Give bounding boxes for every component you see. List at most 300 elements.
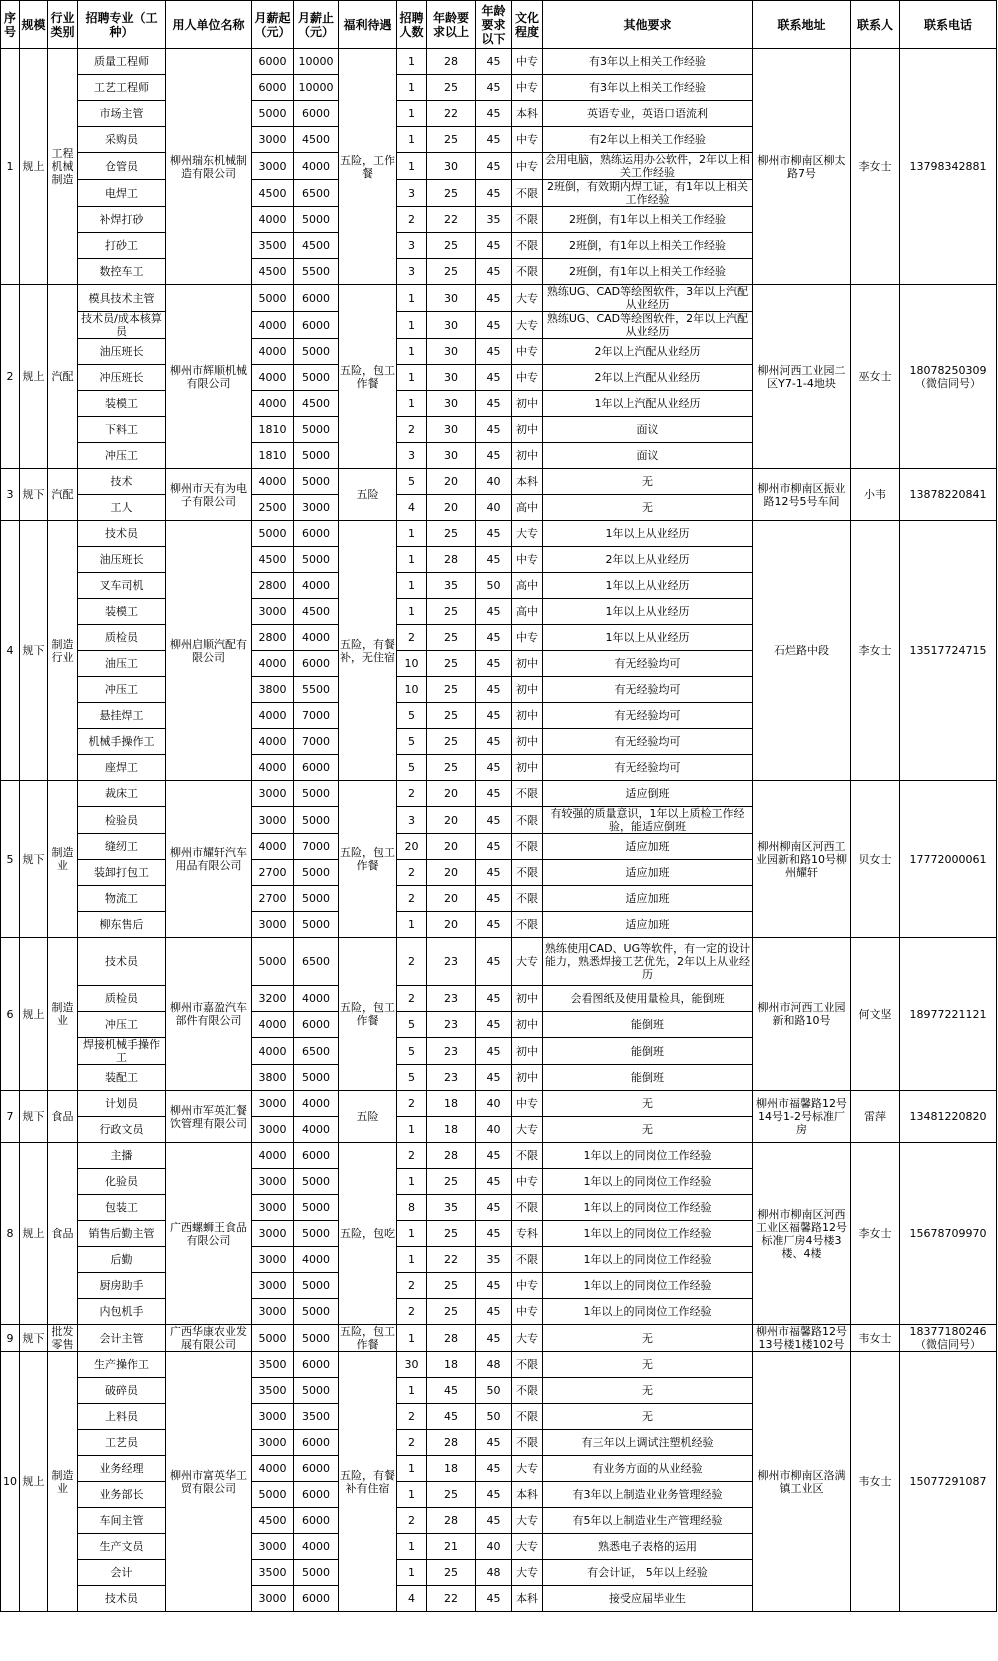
age-max: 45 xyxy=(476,938,512,986)
other-requirements: 能倒班 xyxy=(543,1065,753,1091)
other-requirements: 面议 xyxy=(543,443,753,469)
age-min: 25 xyxy=(427,755,476,781)
salary-max: 5000 xyxy=(294,339,339,365)
salary-min: 3000 xyxy=(252,1091,294,1117)
other-requirements: 2班倒，有1年以上相关工作经验 xyxy=(543,259,753,285)
row-number: 10 xyxy=(1,1352,20,1612)
age-max: 50 xyxy=(476,1404,512,1430)
education-level: 中专 xyxy=(512,75,543,101)
salary-max: 6000 xyxy=(294,285,339,312)
industry-type: 制造业 xyxy=(48,781,78,938)
other-requirements: 1年以上从业经历 xyxy=(543,521,753,547)
salary-max: 5000 xyxy=(294,1560,339,1586)
welfare: 五险，包吃 xyxy=(339,1143,397,1325)
hire-count: 5 xyxy=(397,1038,427,1065)
welfare: 五险，工作餐 xyxy=(339,49,397,285)
education-level: 大专 xyxy=(512,1325,543,1352)
age-min: 22 xyxy=(427,1247,476,1273)
table-row xyxy=(1,1143,997,1169)
age-min: 25 xyxy=(427,703,476,729)
age-min: 23 xyxy=(427,986,476,1012)
age-max: 45 xyxy=(476,127,512,153)
hire-count: 2 xyxy=(397,1430,427,1456)
hire-count: 1 xyxy=(397,285,427,312)
salary-max: 5000 xyxy=(294,781,339,807)
other-requirements: 无 xyxy=(543,1091,753,1117)
other-requirements: 有3年以上制造业业务管理经验 xyxy=(543,1482,753,1508)
age-min: 20 xyxy=(427,495,476,521)
hire-count: 2 xyxy=(397,417,427,443)
salary-min: 4000 xyxy=(252,1456,294,1482)
contact-address: 柳州柳南区河西工业园新和路10号柳州耀轩 xyxy=(753,781,851,938)
age-max: 45 xyxy=(476,1143,512,1169)
age-max: 45 xyxy=(476,1325,512,1352)
job-title: 会计主管 xyxy=(78,1325,166,1352)
salary-max: 5000 xyxy=(294,1169,339,1195)
job-title: 化验员 xyxy=(78,1169,166,1195)
welfare: 五险，有餐补有住宿 xyxy=(339,1352,397,1612)
salary-max: 5000 xyxy=(294,207,339,233)
salary-min: 4500 xyxy=(252,547,294,573)
salary-min: 3000 xyxy=(252,912,294,938)
salary-min: 4000 xyxy=(252,1012,294,1038)
salary-min: 3000 xyxy=(252,599,294,625)
hire-count: 5 xyxy=(397,469,427,495)
welfare: 五险，包工作餐 xyxy=(339,938,397,1091)
job-title: 叉车司机 xyxy=(78,573,166,599)
age-min: 25 xyxy=(427,599,476,625)
salary-min: 2800 xyxy=(252,573,294,599)
other-requirements: 2年以上汽配从业经历 xyxy=(543,365,753,391)
hire-count: 1 xyxy=(397,49,427,75)
header-count: 招聘人数 xyxy=(397,1,427,49)
contact-address: 柳州市福馨路12号13号楼1楼102号 xyxy=(753,1325,851,1352)
age-max: 48 xyxy=(476,1560,512,1586)
salary-min: 4000 xyxy=(252,729,294,755)
age-min: 23 xyxy=(427,1038,476,1065)
hire-count: 1 xyxy=(397,1169,427,1195)
salary-max: 4000 xyxy=(294,1091,339,1117)
job-title: 座焊工 xyxy=(78,755,166,781)
contact-phone: 13798342881 xyxy=(900,49,997,285)
industry-type: 批发零售 xyxy=(48,1325,78,1352)
job-title: 冲压工 xyxy=(78,443,166,469)
hire-count: 30 xyxy=(397,1352,427,1378)
age-max: 40 xyxy=(476,1534,512,1560)
salary-min: 5000 xyxy=(252,521,294,547)
education-level: 中专 xyxy=(512,49,543,75)
age-max: 45 xyxy=(476,1456,512,1482)
salary-min: 3000 xyxy=(252,807,294,834)
job-title: 市场主管 xyxy=(78,101,166,127)
row-number: 5 xyxy=(1,781,20,938)
education-level: 初中 xyxy=(512,677,543,703)
contact-person: 韦女士 xyxy=(851,1352,900,1612)
row-number: 9 xyxy=(1,1325,20,1352)
hire-count: 20 xyxy=(397,834,427,860)
job-title: 上料员 xyxy=(78,1404,166,1430)
company-scale: 规下 xyxy=(20,1325,48,1352)
age-max: 40 xyxy=(476,495,512,521)
age-max: 45 xyxy=(476,1065,512,1091)
salary-max: 3000 xyxy=(294,495,339,521)
salary-max: 5500 xyxy=(294,259,339,285)
age-max: 45 xyxy=(476,180,512,207)
other-requirements: 2班倒，有效期内焊工证，有1年以上相关工作经验 xyxy=(543,180,753,207)
other-requirements: 无 xyxy=(543,1352,753,1378)
contact-address: 柳州市柳南区柳太路7号 xyxy=(753,49,851,285)
table-row xyxy=(1,1091,997,1117)
hire-count: 1 xyxy=(397,1221,427,1247)
salary-min: 3000 xyxy=(252,127,294,153)
welfare: 五险 xyxy=(339,1091,397,1143)
age-min: 23 xyxy=(427,1065,476,1091)
education-level: 初中 xyxy=(512,1012,543,1038)
other-requirements: 有无经验均可 xyxy=(543,729,753,755)
age-max: 45 xyxy=(476,417,512,443)
hire-count: 8 xyxy=(397,1195,427,1221)
age-min: 30 xyxy=(427,312,476,339)
age-min: 22 xyxy=(427,1586,476,1612)
job-title: 生产文员 xyxy=(78,1534,166,1560)
salary-max: 6000 xyxy=(294,1352,339,1378)
industry-type: 制造行业 xyxy=(48,521,78,781)
job-title: 电焊工 xyxy=(78,180,166,207)
age-max: 45 xyxy=(476,233,512,259)
age-max: 45 xyxy=(476,75,512,101)
other-requirements: 有业务方面的从业经验 xyxy=(543,1456,753,1482)
company-name: 柳州市军英汇餐饮管理有限公司 xyxy=(166,1091,252,1143)
hire-count: 10 xyxy=(397,677,427,703)
salary-min: 5000 xyxy=(252,1482,294,1508)
age-max: 45 xyxy=(476,1221,512,1247)
age-max: 45 xyxy=(476,807,512,834)
hire-count: 2 xyxy=(397,1091,427,1117)
salary-max: 4500 xyxy=(294,599,339,625)
header-age-max: 年龄要求以下 xyxy=(476,1,512,49)
job-title: 技术员 xyxy=(78,938,166,986)
other-requirements: 英语专业，英语口语流利 xyxy=(543,101,753,127)
hire-count: 5 xyxy=(397,703,427,729)
salary-max: 5500 xyxy=(294,677,339,703)
education-level: 中专 xyxy=(512,1299,543,1325)
welfare: 五险，包工作餐 xyxy=(340,1325,395,1351)
education-level: 大专 xyxy=(512,1534,543,1560)
salary-min: 5000 xyxy=(252,101,294,127)
other-requirements: 适应加班 xyxy=(543,860,753,886)
hire-count: 1 xyxy=(397,1378,427,1404)
age-max: 45 xyxy=(476,1038,512,1065)
salary-max: 4000 xyxy=(294,1534,339,1560)
contact-address: 柳州市柳南区振业路12号5号车间 xyxy=(753,469,851,521)
header-scale: 规模 xyxy=(20,1,48,49)
other-requirements: 会用电脑，熟练运用办公软件，2年以上相关工作经验 xyxy=(543,153,753,180)
industry-type: 食品 xyxy=(48,1091,78,1143)
age-max: 35 xyxy=(476,1247,512,1273)
table-body xyxy=(1,49,997,1612)
other-requirements: 有2年以上相关工作经验 xyxy=(543,127,753,153)
contact-person: 李女士 xyxy=(851,521,900,781)
job-title: 仓管员 xyxy=(78,153,166,180)
welfare: 五险，包工作餐 xyxy=(339,285,397,469)
age-max: 45 xyxy=(476,886,512,912)
education-level: 高中 xyxy=(512,573,543,599)
education-level: 大专 xyxy=(512,938,543,986)
other-requirements: 会看图纸及使用量检具，能倒班 xyxy=(543,986,753,1012)
age-min: 20 xyxy=(427,807,476,834)
job-title: 工艺工程师 xyxy=(78,75,166,101)
age-min: 25 xyxy=(427,651,476,677)
education-level: 中专 xyxy=(512,547,543,573)
salary-min: 3200 xyxy=(252,986,294,1012)
salary-min: 2800 xyxy=(252,625,294,651)
industry-type: 工程机械制造 xyxy=(48,49,78,285)
education-level: 初中 xyxy=(512,391,543,417)
education-level: 中专 xyxy=(512,153,543,180)
education-level: 初中 xyxy=(512,1065,543,1091)
salary-min: 3000 xyxy=(252,1586,294,1612)
age-max: 45 xyxy=(476,651,512,677)
job-title: 冲压工 xyxy=(78,677,166,703)
age-max: 45 xyxy=(476,599,512,625)
education-level: 大专 xyxy=(512,521,543,547)
other-requirements: 接受应届毕业生 xyxy=(543,1586,753,1612)
job-title: 采购员 xyxy=(78,127,166,153)
job-title: 计划员 xyxy=(78,1091,166,1117)
salary-min: 4000 xyxy=(252,312,294,339)
age-min: 23 xyxy=(427,1012,476,1038)
education-level: 初中 xyxy=(512,986,543,1012)
age-min: 25 xyxy=(427,1273,476,1299)
hire-count: 1 xyxy=(397,391,427,417)
salary-min: 4000 xyxy=(252,469,294,495)
company-name: 柳州市富英华工贸有限公司 xyxy=(166,1352,252,1612)
contact-address: 柳州市福馨路12号14号1-2号标准厂房 xyxy=(753,1091,851,1143)
salary-min: 4500 xyxy=(252,1508,294,1534)
job-title: 销售后勤主管 xyxy=(78,1221,166,1247)
contact-phone: 13481220820 xyxy=(900,1091,997,1143)
company-scale: 规上 xyxy=(20,285,48,469)
job-title: 技术员 xyxy=(78,1586,166,1612)
education-level: 中专 xyxy=(512,127,543,153)
salary-min: 4000 xyxy=(252,339,294,365)
salary-max: 4000 xyxy=(294,573,339,599)
company-name: 柳州市天有为电子有限公司 xyxy=(166,469,252,521)
job-title: 后勤 xyxy=(78,1247,166,1273)
age-min: 18 xyxy=(427,1091,476,1117)
education-level: 初中 xyxy=(512,755,543,781)
education-level: 本科 xyxy=(512,101,543,127)
age-min: 30 xyxy=(427,153,476,180)
age-max: 45 xyxy=(476,285,512,312)
company-scale: 规上 xyxy=(20,49,48,285)
other-requirements: 1年以上的同岗位工作经验 xyxy=(543,1247,753,1273)
row-number: 8 xyxy=(1,1143,20,1325)
hire-count: 4 xyxy=(397,495,427,521)
salary-min: 4000 xyxy=(252,207,294,233)
salary-min: 5000 xyxy=(252,938,294,986)
table-row xyxy=(1,938,997,986)
salary-min: 3000 xyxy=(252,153,294,180)
hire-count: 1 xyxy=(397,1247,427,1273)
hire-count: 2 xyxy=(397,1143,427,1169)
age-max: 45 xyxy=(476,625,512,651)
contact-person: 何文坚 xyxy=(851,938,900,1091)
age-min: 25 xyxy=(427,1560,476,1586)
age-max: 45 xyxy=(476,755,512,781)
company-name: 柳州市耀轩汽车用品有限公司 xyxy=(166,781,252,938)
salary-min: 3000 xyxy=(252,1404,294,1430)
age-min: 20 xyxy=(427,886,476,912)
education-level: 不限 xyxy=(512,180,543,207)
age-min: 30 xyxy=(427,417,476,443)
age-min: 30 xyxy=(427,365,476,391)
age-min: 20 xyxy=(427,860,476,886)
hire-count: 2 xyxy=(397,986,427,1012)
salary-min: 4000 xyxy=(252,651,294,677)
education-level: 不限 xyxy=(512,1430,543,1456)
education-level: 大专 xyxy=(512,1117,543,1143)
age-max: 45 xyxy=(476,547,512,573)
job-title: 缝纫工 xyxy=(78,834,166,860)
job-title: 业务部长 xyxy=(78,1482,166,1508)
other-requirements: 有3年以上相关工作经验 xyxy=(543,49,753,75)
other-requirements: 能倒班 xyxy=(543,1012,753,1038)
job-title: 油压班长 xyxy=(78,547,166,573)
hire-count: 3 xyxy=(397,259,427,285)
hire-count: 5 xyxy=(397,1012,427,1038)
other-requirements: 2班倒，有1年以上相关工作经验 xyxy=(543,233,753,259)
salary-max: 4500 xyxy=(294,233,339,259)
education-level: 不限 xyxy=(512,1404,543,1430)
age-min: 25 xyxy=(427,1221,476,1247)
salary-min: 4000 xyxy=(252,391,294,417)
age-min: 30 xyxy=(427,285,476,312)
salary-min: 2700 xyxy=(252,860,294,886)
salary-min: 6000 xyxy=(252,49,294,75)
hire-count: 2 xyxy=(397,1404,427,1430)
age-max: 45 xyxy=(476,521,512,547)
job-title: 技术员 xyxy=(78,521,166,547)
other-requirements: 2年以上从业经历 xyxy=(543,547,753,573)
salary-min: 1810 xyxy=(252,417,294,443)
table-header xyxy=(1,1,997,49)
job-title: 机械手操作工 xyxy=(78,729,166,755)
hire-count: 2 xyxy=(397,860,427,886)
age-max: 45 xyxy=(476,365,512,391)
age-min: 20 xyxy=(427,834,476,860)
age-min: 30 xyxy=(427,339,476,365)
salary-max: 5000 xyxy=(294,417,339,443)
age-min: 28 xyxy=(427,1325,476,1352)
education-level: 不限 xyxy=(512,834,543,860)
hire-count: 1 xyxy=(397,312,427,339)
job-title: 破碎员 xyxy=(78,1378,166,1404)
age-max: 45 xyxy=(476,443,512,469)
salary-min: 3000 xyxy=(252,781,294,807)
job-title: 装模工 xyxy=(78,599,166,625)
salary-min: 5000 xyxy=(252,285,294,312)
age-min: 25 xyxy=(427,1299,476,1325)
job-title: 主播 xyxy=(78,1143,166,1169)
welfare: 五险，有餐补，无住宿 xyxy=(339,521,397,781)
job-title: 工人 xyxy=(78,495,166,521)
contact-person: 贝女士 xyxy=(851,781,900,938)
salary-max: 3500 xyxy=(294,1404,339,1430)
job-title: 生产操作工 xyxy=(78,1352,166,1378)
row-number: 7 xyxy=(1,1091,20,1143)
age-min: 18 xyxy=(427,1456,476,1482)
education-level: 中专 xyxy=(512,625,543,651)
salary-max: 5000 xyxy=(294,547,339,573)
age-max: 45 xyxy=(476,860,512,886)
contact-address: 柳州市河西工业园新和路10号 xyxy=(753,938,851,1091)
age-min: 45 xyxy=(427,1404,476,1430)
hire-count: 1 xyxy=(397,912,427,938)
other-requirements: 2班倒，有1年以上相关工作经验 xyxy=(543,207,753,233)
contact-person: 雷萍 xyxy=(851,1091,900,1143)
age-min: 21 xyxy=(427,1534,476,1560)
education-level: 专科 xyxy=(512,1221,543,1247)
salary-max: 6500 xyxy=(294,1038,339,1065)
hire-count: 3 xyxy=(397,180,427,207)
other-requirements: 2年以上汽配从业经历 xyxy=(543,339,753,365)
job-title: 车间主管 xyxy=(78,1508,166,1534)
job-title: 焊接机械手操作工 xyxy=(78,1038,166,1065)
salary-min: 3500 xyxy=(252,1352,294,1378)
table-row xyxy=(1,49,997,75)
salary-min: 4000 xyxy=(252,755,294,781)
age-max: 45 xyxy=(476,339,512,365)
company-scale: 规上 xyxy=(20,938,48,1091)
salary-max: 4000 xyxy=(294,625,339,651)
age-max: 45 xyxy=(476,259,512,285)
salary-max: 6000 xyxy=(294,1012,339,1038)
contact-phone: 13517724715 xyxy=(900,521,997,781)
education-level: 不限 xyxy=(512,233,543,259)
age-max: 40 xyxy=(476,469,512,495)
salary-max: 5000 xyxy=(294,1299,339,1325)
salary-max: 6500 xyxy=(294,180,339,207)
other-requirements: 1年以上从业经历 xyxy=(543,599,753,625)
salary-min: 3500 xyxy=(252,233,294,259)
hire-count: 1 xyxy=(397,101,427,127)
education-level: 初中 xyxy=(512,443,543,469)
other-requirements: 熟练使用CAD、UG等软件，有一定的设计能力，熟悉焊接工艺优先，2年以上从业经历 xyxy=(543,938,753,986)
other-requirements: 无 xyxy=(543,1378,753,1404)
company-name: 柳州瑞东机械制造有限公司 xyxy=(166,49,252,285)
other-requirements: 1年以上的同岗位工作经验 xyxy=(543,1221,753,1247)
salary-max: 5000 xyxy=(294,443,339,469)
hire-count: 3 xyxy=(397,443,427,469)
age-max: 45 xyxy=(476,1482,512,1508)
hire-count: 1 xyxy=(397,127,427,153)
age-min: 25 xyxy=(427,1482,476,1508)
other-requirements: 无 xyxy=(543,1404,753,1430)
age-max: 45 xyxy=(476,703,512,729)
education-level: 初中 xyxy=(512,729,543,755)
salary-max: 5000 xyxy=(294,1221,339,1247)
age-max: 48 xyxy=(476,1352,512,1378)
hire-count: 1 xyxy=(397,547,427,573)
hire-count: 1 xyxy=(397,1456,427,1482)
age-max: 45 xyxy=(476,986,512,1012)
contact-phone: 18977221121 xyxy=(900,938,997,1091)
job-title: 会计 xyxy=(78,1560,166,1586)
salary-max: 6000 xyxy=(294,101,339,127)
hire-count: 1 xyxy=(397,1560,427,1586)
education-level: 本科 xyxy=(512,1586,543,1612)
